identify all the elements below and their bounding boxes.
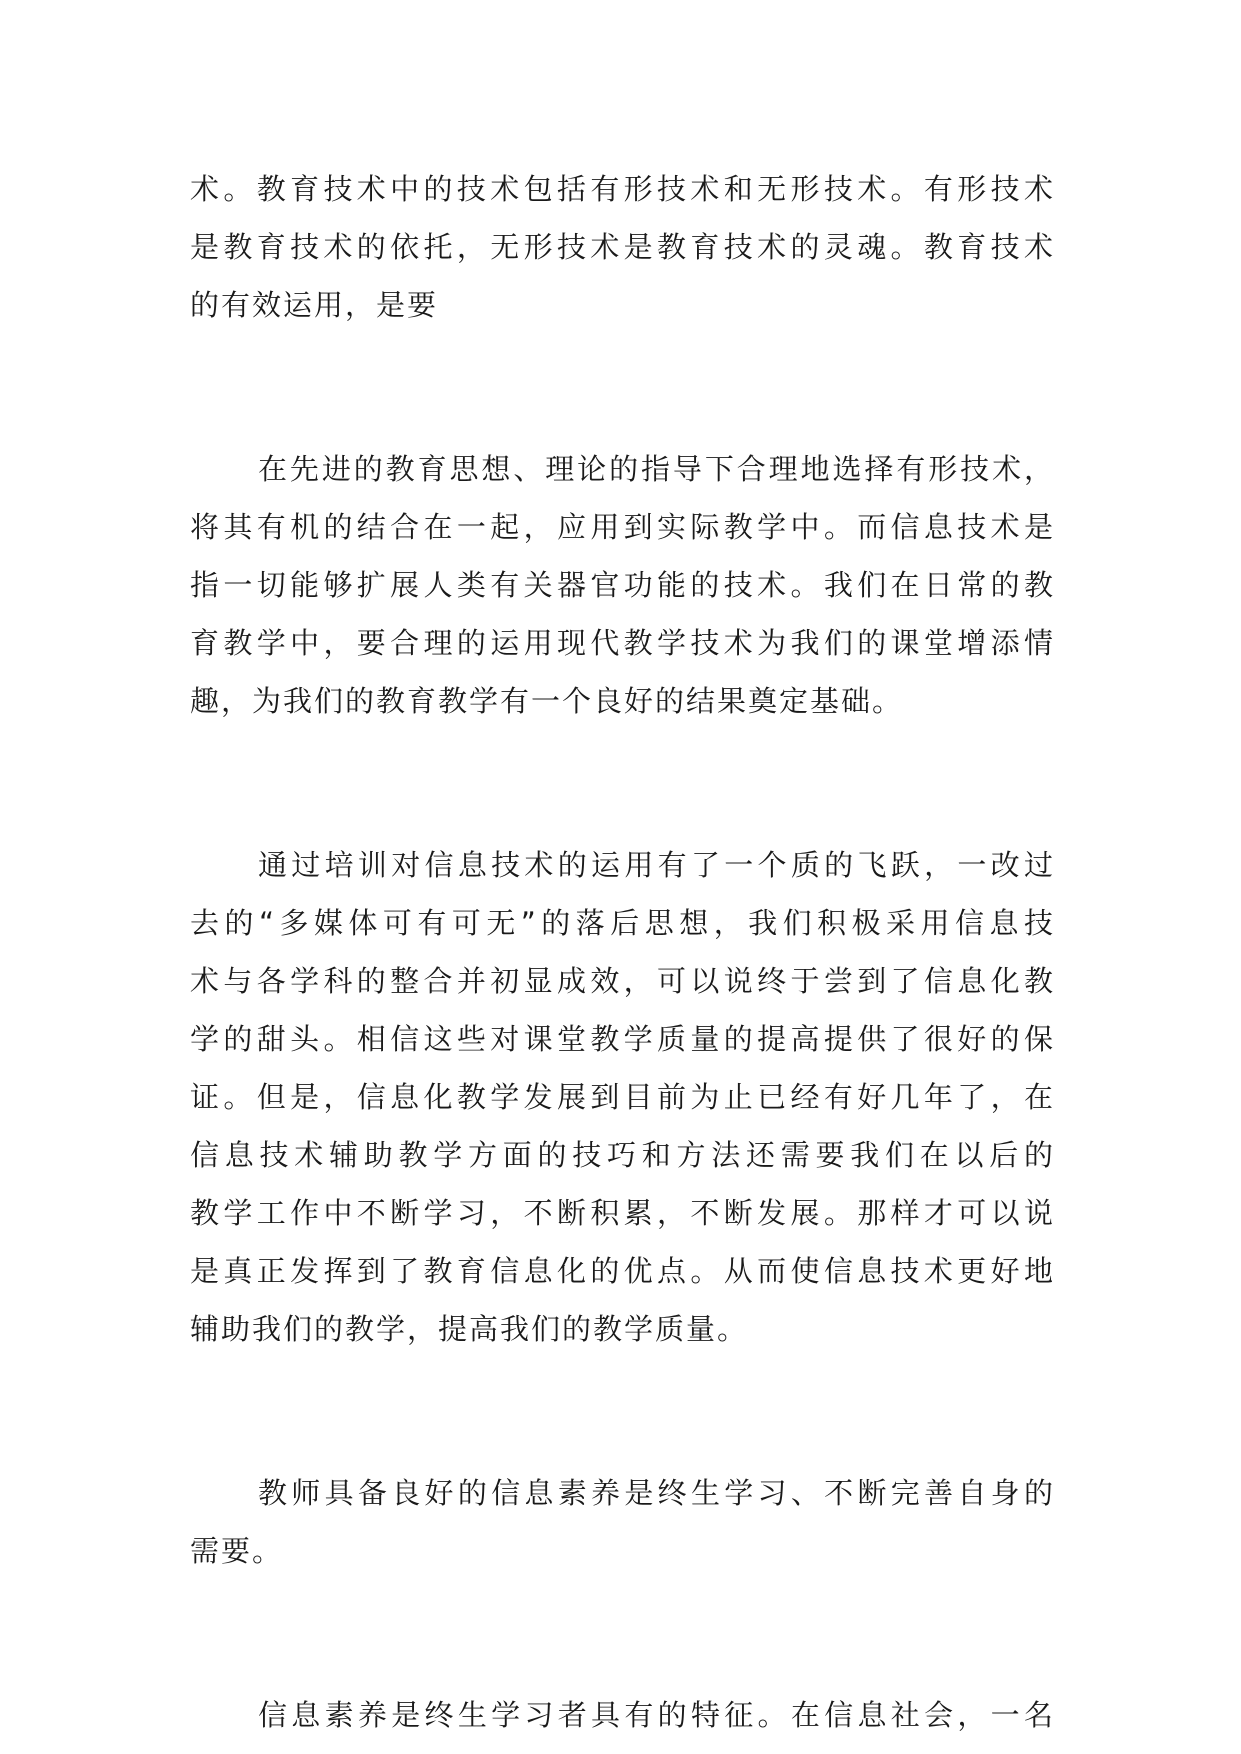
text-line: 在先进的教育思想、理论的指导下合理地选择有形技术， (258, 452, 1055, 486)
paragraph-spacing (190, 1580, 1055, 1686)
text-line: 趣，为我们的教育教学有一个良好的结果奠定基础。 (190, 684, 904, 718)
text-line: 教师具备良好的信息素养是终生学习、不断完善自身的 (258, 1476, 1055, 1510)
text-line: 术与各学科的整合并初显成效，可以说终于尝到了信息化教 (190, 964, 1055, 998)
text-line: 去的“多媒体可有可无”的落后思想，我们积极采用信息技 (190, 906, 1055, 940)
text-line: 证。但是，信息化教学发展到目前为止已经有好几年了，在 (190, 1080, 1055, 1114)
text-line: 指一切能够扩展人类有关器官功能的技术。我们在日常的教 (190, 568, 1055, 602)
text-line: 是教育技术的依托，无形技术是教育技术的灵魂。教育技术 (190, 230, 1055, 264)
paragraph-4 (190, 1464, 1055, 1580)
text-line: 信息技术辅助教学方面的技巧和方法还需要我们在以后的 (190, 1138, 1055, 1172)
text-line: 辅助我们的教学，提高我们的教学质量。 (190, 1312, 749, 1346)
text-line: 教学工作中不断学习，不断积累，不断发展。那样才可以说 (190, 1196, 1055, 1230)
paragraph-2 (190, 440, 1055, 730)
text-line: 的有效运用，是要 (190, 288, 439, 322)
paragraph-5 (190, 1686, 1055, 1744)
text-line: 信息素养是终生学习者具有的特征。在信息社会，一名 (258, 1698, 1055, 1732)
paragraph-1 (190, 160, 1055, 334)
paragraph-spacing (190, 334, 1055, 440)
text-line: 学的甜头。相信这些对课堂教学质量的提高提供了很好的保 (190, 1022, 1055, 1056)
paragraph-3 (190, 836, 1055, 1358)
paragraph-spacing (190, 1358, 1055, 1464)
text-line: 需要。 (190, 1534, 284, 1568)
text-line: 将其有机的结合在一起，应用到实际教学中。而信息技术是 (190, 510, 1055, 544)
document-body (190, 160, 1055, 1744)
text-line: 是真正发挥到了教育信息化的优点。从而使信息技术更好地 (190, 1254, 1055, 1288)
paragraph-spacing (190, 730, 1055, 836)
text-line: 术。教育技术中的技术包括有形技术和无形技术。有形技术 (190, 172, 1055, 206)
text-line: 通过培训对信息技术的运用有了一个质的飞跃，一改过 (258, 848, 1055, 882)
text-line: 育教学中，要合理的运用现代教学技术为我们的课堂增添情 (190, 626, 1055, 660)
